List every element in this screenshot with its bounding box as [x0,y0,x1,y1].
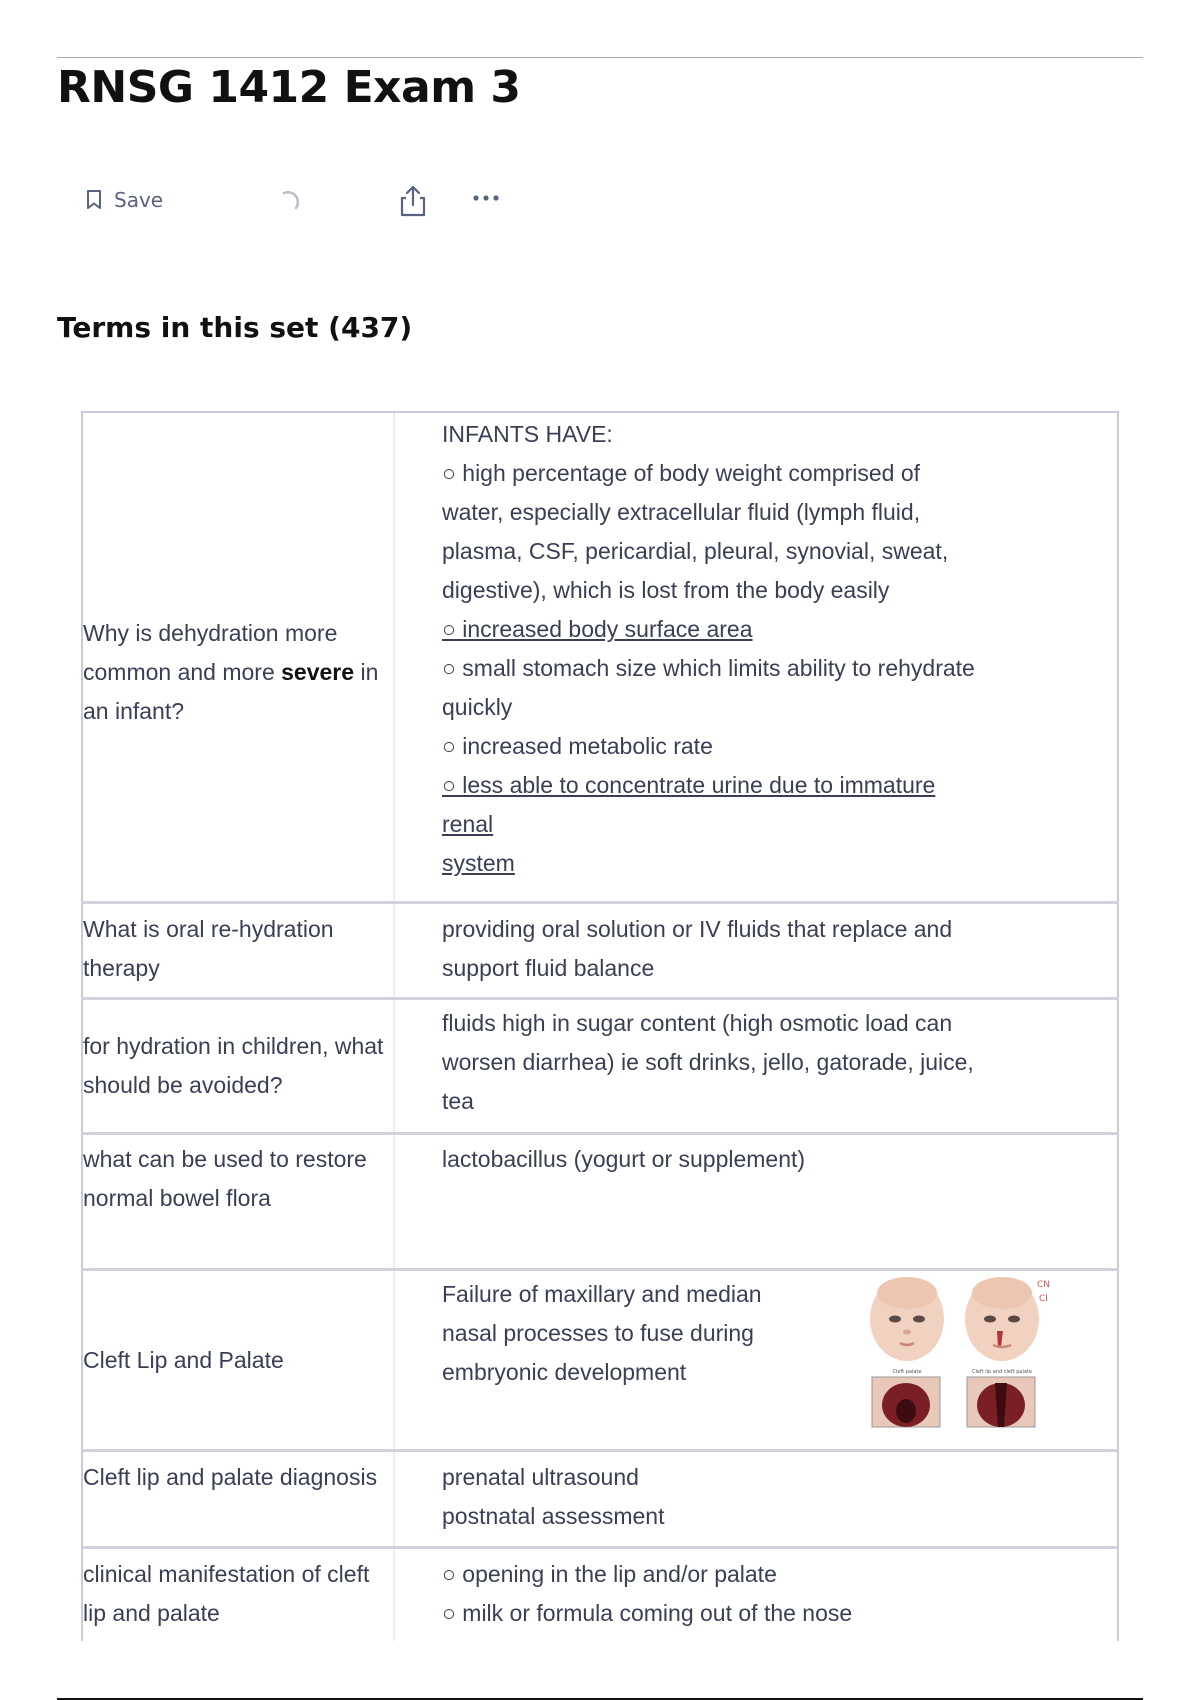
term-text: Cleft lip and palate diagnosis [83,1452,395,1546]
term-card [81,1449,1119,1546]
save-button[interactable] [86,188,163,212]
term-text: What is oral re-hydration therapy [83,904,395,997]
term-text: Why is dehydration more common and more severe in an infant? [83,413,395,901]
svg-text:CN: CN [1037,1280,1051,1290]
caption-cleft-lip-palate: Cleft lip and cleft palate [972,1369,1032,1375]
terms-heading: Terms in this set (437) [57,311,413,344]
caption-cleft-palate: Cleft palate [892,1369,922,1375]
term-card [81,901,1119,997]
term-card [81,1268,1119,1449]
definition-text: ○ opening in the lip and/or palate ○ milk or formula coming out of the nose [442,1561,853,1626]
term-card [81,1132,1119,1268]
save-label: Save [114,188,164,212]
bookmark-icon [86,190,102,210]
term-card [81,997,1119,1132]
term-list [81,411,1119,1641]
term-text: clinical manifestation of cleft lip and palate [83,1549,395,1641]
term-text: for hydration in children, what should be avoided? [83,1000,395,1132]
definition-text: lactobacillus (yogurt or supplement) [442,1146,806,1172]
term-card [81,411,1119,901]
term-card [81,1546,1119,1641]
svg-text:CI: CI [1039,1294,1048,1304]
term-text: what can be used to restore normal bowel flora [83,1135,395,1268]
term-text: Cleft Lip and Palate [83,1271,395,1449]
term-emphasis: severe [281,658,355,685]
definition-text: Failure of maxillary and median nasal processes to fuse during embryonic development CN CI Cleft palate Cleft lip and cleft palate [395,1271,1117,1449]
more-options-icon[interactable] [471,188,503,208]
cleft-lip-palate-illustration [867,1275,1057,1435]
share-icon[interactable] [398,184,428,218]
definition-text: prenatal ultrasound postnatal assessment [442,1464,665,1529]
definition-text: INFANTS HAVE: ○ high percentage of body weight comprised of water, especially extracellular fluid (lymph fluid, plasma, CSF, pericardial, pleural, synovial, sweat, digestive), which is lost from the body easily ○ increased body surface area ○ small stomach size which limits ability to rehydrate quickly ○ increased metabolic rate ○ less able to concentrate urine due to immature renal system [442,421,975,876]
definition-text: providing oral solution or IV fluids that replace and support fluid balance [442,916,953,981]
top-divider [57,57,1143,58]
page-title: RNSG 1412 Exam 3 [57,62,521,113]
definition-text: fluids high in sugar content (high osmotic load can worsen diarrhea) ie soft drinks, jello, gatorade, juice, tea [442,1010,974,1114]
loading-spinner-icon [274,188,304,218]
